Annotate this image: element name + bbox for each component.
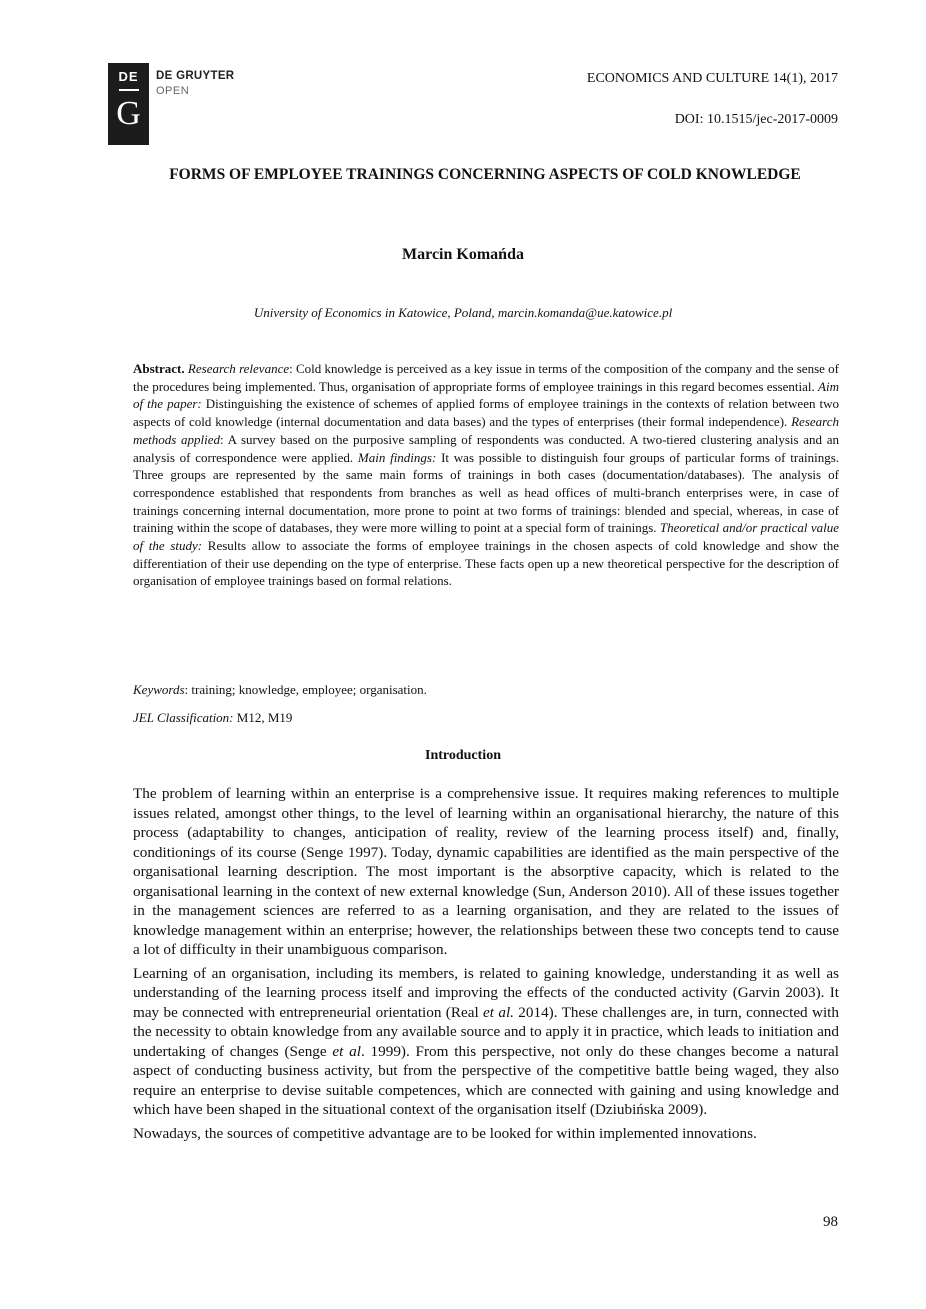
logo-wordmark xyxy=(156,71,234,97)
abstract-value-label: Theoretical and/or practical value of the study: xyxy=(133,520,840,554)
author-affiliation: University of Economics in Katowice, Poland, marcin.komanda@ue.katowice.pl xyxy=(253,305,673,320)
page-number: 98 xyxy=(823,1214,838,1230)
paragraph-3: Nowadays, the sources of competitive advantage are to be looked for within implemented innovations. xyxy=(133,1124,757,1142)
logo-name: DE GRUYTER xyxy=(156,70,235,82)
paragraph-2-etal-2: et al xyxy=(332,1042,361,1060)
logo-mark-rule xyxy=(119,89,139,91)
journal-reference: ECONOMICS AND CULTURE 14(1), 2017 xyxy=(586,71,838,86)
keywords-text: : training; knowledge, employee; organisation. xyxy=(184,682,427,697)
jel-label: JEL Classification: xyxy=(133,710,234,725)
doi: DOI: 10.1515/jec-2017-0009 xyxy=(674,112,838,127)
publisher-logo xyxy=(108,63,234,145)
keywords-label: Keywords xyxy=(133,682,185,697)
section-heading-introduction: Introduction xyxy=(425,748,501,763)
paragraph-2-etal-1: et al. xyxy=(483,1003,514,1021)
abstract-relevance-label: Research relevance xyxy=(187,361,290,376)
abstract-methods-label: Research methods applied xyxy=(133,414,839,447)
paper-title: FORMS OF EMPLOYEE TRAININGS CONCERNING ASPECTS OF COLD KNOWLEDGE xyxy=(169,166,801,183)
logo-sub: OPEN xyxy=(156,84,190,97)
body-text xyxy=(133,784,839,1147)
abstract-aim-text: Distinguishing the existence of schemes of applied forms of employee trainings in the contexts of relation between two aspects of cold knowledge (internal documentation and data bases) and the types of enterprises (their formal independence). xyxy=(133,396,839,430)
paragraph-2 xyxy=(133,964,839,1120)
logo-mark xyxy=(108,63,149,145)
keywords xyxy=(133,682,427,698)
logo-mark-top: DE xyxy=(118,69,139,84)
jel-text: M12, M19 xyxy=(233,710,293,725)
abstract-relevance-text: : Cold knowledge is perceived as a key issue in terms of the composition of the company and the sense of the procedures being implemented. Thus, organisation of appropriate forms of employee trainings in this regard becomes essential. xyxy=(133,361,840,394)
abstract-findings-label: Main findings: xyxy=(357,449,437,465)
abstract-findings-text: It was possible to distinguish four groups of particular forms of trainings. Three groups are represented by the same main forms of trainings in both cases (documentation/databases). The analysis of correspondence established that respondents from branches as well as head offices of multi-branch enterprises were, in case of trainings concerning internal documentation, more prone to point at two forms of trainings: blended and special, whereas, in case of training within the scope of databases, they were more willing to point at a special form of trainings. xyxy=(133,449,839,536)
abstract-label: Abstract. xyxy=(133,361,185,376)
paragraph-2-part-c: . 1999). From this perspective, not only do these changes become a natural aspect of conducting business activity, but from the perspective of the competitive battle being waged, they also require an enterprise to devise suitable competences, which are connected with gaining and using knowledge and which have been shaped in the situational context of the organisation itself (Dziubińska 2009). xyxy=(133,1042,839,1118)
abstract-value-text: Results allow to associate the forms of employee trainings in the chosen aspects of cold knowledge and show the differentiation of their use depending on the type of enterprise. These facts open up a new theoretical perspective for the description of organisation of employee trainings based on formal relations. xyxy=(133,538,840,589)
paragraph-2-part-a: Learning of an organisation, including its members, is related to gaining knowledge, understanding it as well as understanding of the learning process itself and improving the effects of the conducted activity (Garvin 2003). It may be connected with entrepreneurial orientation (Real xyxy=(133,964,839,1021)
logo-mark-bottom: G xyxy=(116,95,141,132)
abstract-methods-text: : A survey based on the purposive sampling of respondents was conducted. A two-tiered clustering analysis and an analysis of correspondence were applied. xyxy=(133,431,839,465)
jel-classification xyxy=(133,710,292,726)
abstract-aim-label: Aim of the paper: xyxy=(133,378,839,412)
abstract xyxy=(133,360,839,590)
author-name: Marcin Komańda xyxy=(402,246,524,263)
paragraph-2-part-b: 2014). These challenges are, in turn, connected with the necessity to obtain knowledge from any available source and to apply it in practice, which leads to initiation and undertaking of changes (Senge xyxy=(133,1003,839,1060)
paragraph-1: The problem of learning within an enterprise is a comprehensive issue. It requires making references to multiple issues related, amongst other things, to the level of learning within an organisational hierarchy, the nature of this process (adaptability to changes, anticipation of reality, review of the learning process itself) and, finally, conditionings of its course (Senge 1997). Today, dynamic capabilities are identified as the main perspective of the organisational learning description. The most important is the absorptive capacity, which is related to the organisational learning in the context of new external knowledge (Sun, Anderson 2010). All of these issues together in the management sciences are referred to as a learning organisation, and they are related to the issues of knowledge management within an enterprise; however, the relationships between these two concepts tend to cause a lot of difficulty in their unambiguous comparison. xyxy=(133,785,839,958)
